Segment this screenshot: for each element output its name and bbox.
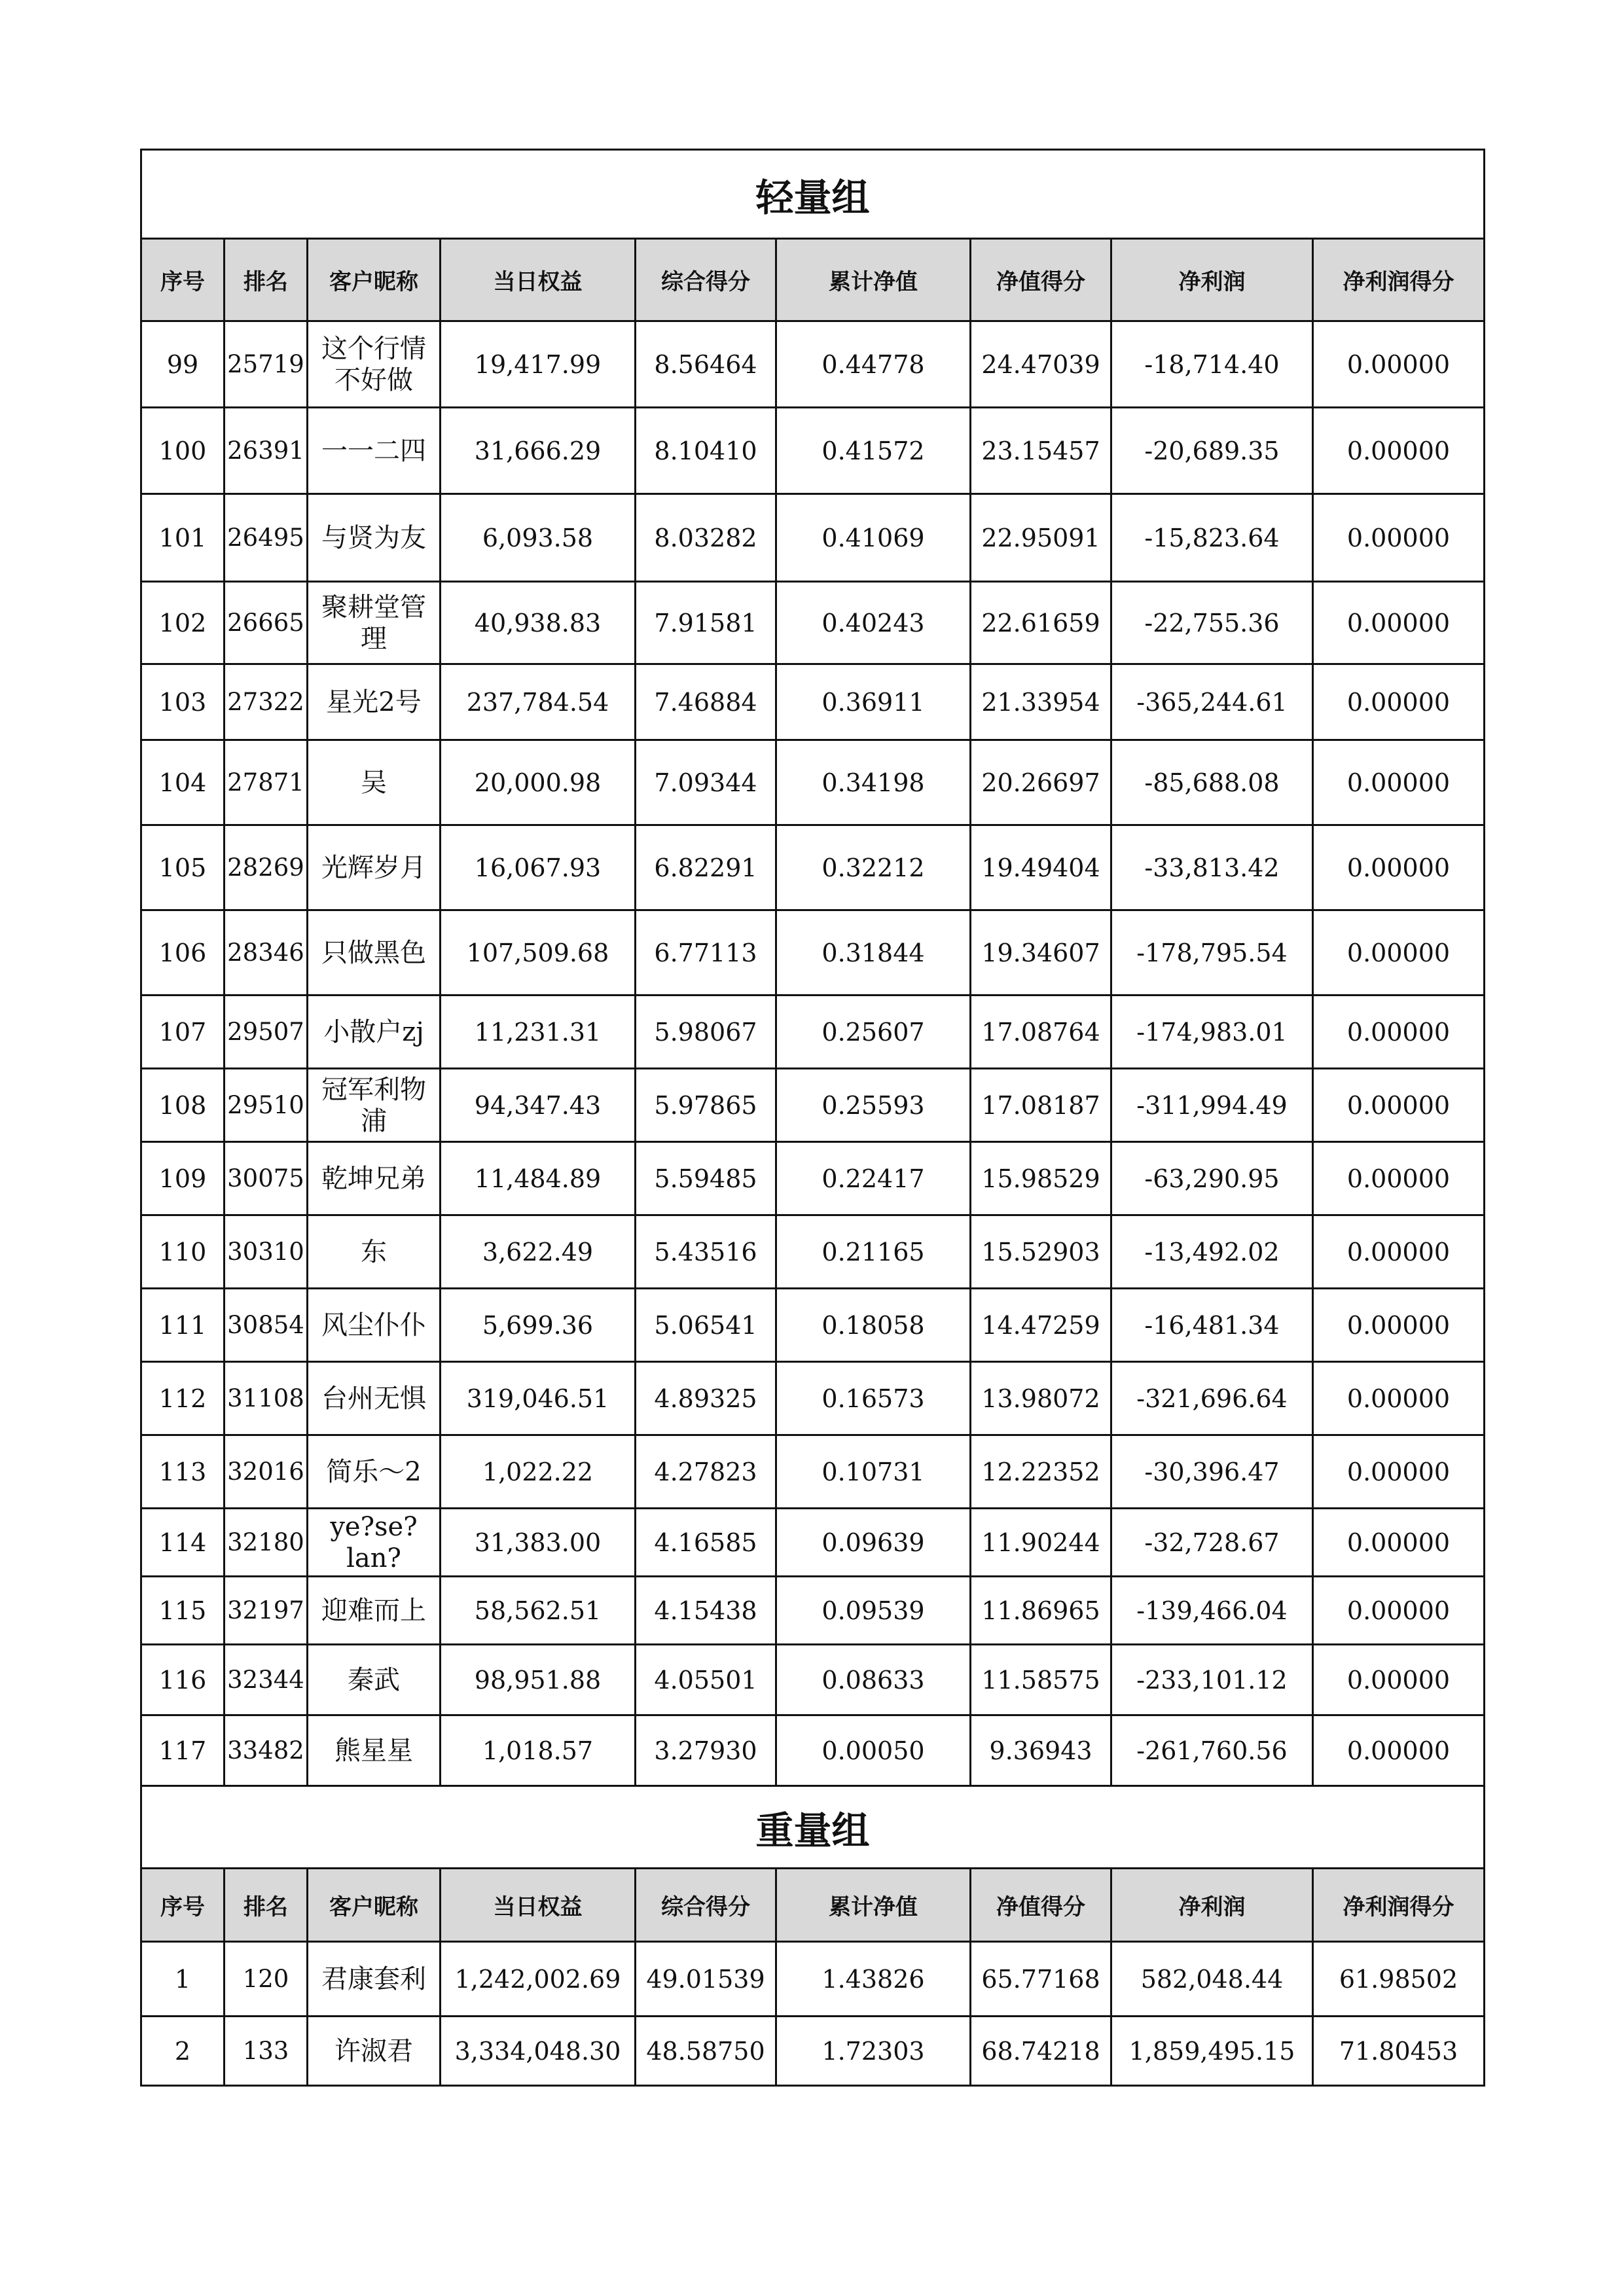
cell-net-profit-score: 0.00000 bbox=[1313, 910, 1485, 996]
cell-net-profit-score: 0.00000 bbox=[1313, 1577, 1485, 1645]
cell-nickname: 冠军利物浦 bbox=[308, 1069, 441, 1142]
cell-nickname: 迎难而上 bbox=[308, 1577, 441, 1645]
cell-equity: 1,242,002.69 bbox=[441, 1942, 636, 2017]
cell-cumulative-nav: 0.44778 bbox=[776, 321, 971, 408]
cell-index: 114 bbox=[141, 1509, 225, 1577]
cell-nav-score: 20.26697 bbox=[971, 740, 1111, 825]
cell-rank: 32197 bbox=[225, 1577, 308, 1645]
cell-index: 112 bbox=[141, 1362, 225, 1435]
cell-rank: 133 bbox=[225, 2017, 308, 2086]
cell-nav-score: 68.74218 bbox=[971, 2017, 1111, 2086]
cell-composite-score: 49.01539 bbox=[636, 1942, 776, 2017]
cell-index: 117 bbox=[141, 1715, 225, 1786]
cell-nickname: 东 bbox=[308, 1215, 441, 1289]
cell-nickname: 聚耕堂管理 bbox=[308, 582, 441, 664]
cell-composite-score: 5.06541 bbox=[636, 1289, 776, 1362]
cell-net-profit-score: 0.00000 bbox=[1313, 494, 1485, 582]
heavy-header-row bbox=[141, 1869, 1485, 1942]
cell-net-profit: 1,859,495.15 bbox=[1111, 2017, 1313, 2086]
cell-nav-score: 24.47039 bbox=[971, 321, 1111, 408]
cell-net-profit: -63,290.95 bbox=[1111, 1142, 1313, 1215]
cell-equity: 5,699.36 bbox=[441, 1289, 636, 1362]
cell-net-profit: 582,048.44 bbox=[1111, 1942, 1313, 2017]
table-row bbox=[141, 996, 1485, 1069]
cell-nickname: 星光2号 bbox=[308, 664, 441, 740]
cell-equity: 3,622.49 bbox=[441, 1215, 636, 1289]
table-row bbox=[141, 321, 1485, 408]
cell-index: 1 bbox=[141, 1942, 225, 2017]
cell-nav-score: 11.90244 bbox=[971, 1509, 1111, 1577]
cell-index: 103 bbox=[141, 664, 225, 740]
cell-equity: 319,046.51 bbox=[441, 1362, 636, 1435]
cell-net-profit: -33,813.42 bbox=[1111, 825, 1313, 910]
cell-net-profit: -20,689.35 bbox=[1111, 408, 1313, 494]
table-row bbox=[141, 1142, 1485, 1215]
table-row bbox=[141, 1362, 1485, 1435]
cell-net-profit: -13,492.02 bbox=[1111, 1215, 1313, 1289]
cell-composite-score: 8.10410 bbox=[636, 408, 776, 494]
cell-equity: 16,067.93 bbox=[441, 825, 636, 910]
cell-cumulative-nav: 1.43826 bbox=[776, 1942, 971, 2017]
cell-nickname: ye?se?lan? bbox=[308, 1509, 441, 1577]
cell-net-profit: -18,714.40 bbox=[1111, 321, 1313, 408]
table-row bbox=[141, 740, 1485, 825]
cell-nav-score: 17.08764 bbox=[971, 996, 1111, 1069]
table-row bbox=[141, 582, 1485, 664]
cell-nickname: 熊星星 bbox=[308, 1715, 441, 1786]
column-header-net-profit-score: 净利润得分 bbox=[1313, 239, 1485, 321]
cell-equity: 98,951.88 bbox=[441, 1645, 636, 1715]
cell-nickname: 与贤为友 bbox=[308, 494, 441, 582]
cell-cumulative-nav: 0.09639 bbox=[776, 1509, 971, 1577]
cell-net-profit-score: 0.00000 bbox=[1313, 582, 1485, 664]
cell-equity: 1,018.57 bbox=[441, 1715, 636, 1786]
cell-composite-score: 5.59485 bbox=[636, 1142, 776, 1215]
column-header-net-profit: 净利润 bbox=[1111, 239, 1313, 321]
cell-equity: 3,334,048.30 bbox=[441, 2017, 636, 2086]
cell-nav-score: 19.34607 bbox=[971, 910, 1111, 996]
cell-index: 113 bbox=[141, 1435, 225, 1509]
column-header-index: 序号 bbox=[141, 1869, 225, 1942]
cell-rank: 120 bbox=[225, 1942, 308, 2017]
cell-index: 107 bbox=[141, 996, 225, 1069]
cell-composite-score: 4.89325 bbox=[636, 1362, 776, 1435]
cell-cumulative-nav: 0.25593 bbox=[776, 1069, 971, 1142]
light-group-title: 轻量组 bbox=[141, 150, 1485, 239]
cell-index: 101 bbox=[141, 494, 225, 582]
cell-rank: 30075 bbox=[225, 1142, 308, 1215]
cell-index: 115 bbox=[141, 1577, 225, 1645]
cell-equity: 107,509.68 bbox=[441, 910, 636, 996]
cell-cumulative-nav: 0.25607 bbox=[776, 996, 971, 1069]
cell-cumulative-nav: 0.08633 bbox=[776, 1645, 971, 1715]
cell-rank: 30854 bbox=[225, 1289, 308, 1362]
column-header-nickname: 客户昵称 bbox=[308, 1869, 441, 1942]
cell-rank: 28346 bbox=[225, 910, 308, 996]
cell-composite-score: 4.16585 bbox=[636, 1509, 776, 1577]
table-row bbox=[141, 664, 1485, 740]
cell-net-profit-score: 0.00000 bbox=[1313, 1362, 1485, 1435]
cell-index: 104 bbox=[141, 740, 225, 825]
light-group-title-row bbox=[141, 150, 1485, 239]
heavy-group-title: 重量组 bbox=[141, 1786, 1485, 1869]
column-header-nickname: 客户昵称 bbox=[308, 239, 441, 321]
cell-composite-score: 7.91581 bbox=[636, 582, 776, 664]
cell-net-profit-score: 0.00000 bbox=[1313, 408, 1485, 494]
column-header-cumulative-nav: 累计净值 bbox=[776, 239, 971, 321]
cell-cumulative-nav: 0.41572 bbox=[776, 408, 971, 494]
cell-cumulative-nav: 0.18058 bbox=[776, 1289, 971, 1362]
cell-rank: 26665 bbox=[225, 582, 308, 664]
cell-net-profit: -85,688.08 bbox=[1111, 740, 1313, 825]
cell-nav-score: 13.98072 bbox=[971, 1362, 1111, 1435]
table-row bbox=[141, 1509, 1485, 1577]
cell-net-profit-score: 0.00000 bbox=[1313, 1069, 1485, 1142]
cell-net-profit-score: 0.00000 bbox=[1313, 740, 1485, 825]
cell-net-profit: -139,466.04 bbox=[1111, 1577, 1313, 1645]
cell-equity: 11,231.31 bbox=[441, 996, 636, 1069]
cell-net-profit: -261,760.56 bbox=[1111, 1715, 1313, 1786]
cell-equity: 237,784.54 bbox=[441, 664, 636, 740]
cell-nickname: 台州无惧 bbox=[308, 1362, 441, 1435]
cell-composite-score: 4.05501 bbox=[636, 1645, 776, 1715]
table-row bbox=[141, 2017, 1485, 2086]
cell-net-profit-score: 0.00000 bbox=[1313, 1215, 1485, 1289]
table-row bbox=[141, 825, 1485, 910]
cell-nickname: 秦武 bbox=[308, 1645, 441, 1715]
cell-nickname: 光辉岁月 bbox=[308, 825, 441, 910]
cell-composite-score: 5.43516 bbox=[636, 1215, 776, 1289]
cell-cumulative-nav: 1.72303 bbox=[776, 2017, 971, 2086]
cell-rank: 30310 bbox=[225, 1215, 308, 1289]
cell-composite-score: 5.98067 bbox=[636, 996, 776, 1069]
cell-cumulative-nav: 0.21165 bbox=[776, 1215, 971, 1289]
cell-nickname: 吴 bbox=[308, 740, 441, 825]
cell-composite-score: 4.15438 bbox=[636, 1577, 776, 1645]
cell-net-profit: -233,101.12 bbox=[1111, 1645, 1313, 1715]
cell-cumulative-nav: 0.36911 bbox=[776, 664, 971, 740]
cell-net-profit: -365,244.61 bbox=[1111, 664, 1313, 740]
cell-composite-score: 6.82291 bbox=[636, 825, 776, 910]
cell-nav-score: 15.52903 bbox=[971, 1215, 1111, 1289]
table-row bbox=[141, 910, 1485, 996]
cell-rank: 33482 bbox=[225, 1715, 308, 1786]
cell-nav-score: 22.95091 bbox=[971, 494, 1111, 582]
heavy-group-title-row bbox=[141, 1786, 1485, 1869]
cell-net-profit-score: 0.00000 bbox=[1313, 1435, 1485, 1509]
cell-index: 99 bbox=[141, 321, 225, 408]
cell-cumulative-nav: 0.40243 bbox=[776, 582, 971, 664]
cell-composite-score: 8.03282 bbox=[636, 494, 776, 582]
column-header-nav-score: 净值得分 bbox=[971, 1869, 1111, 1942]
cell-composite-score: 8.56464 bbox=[636, 321, 776, 408]
cell-composite-score: 3.27930 bbox=[636, 1715, 776, 1786]
cell-nickname: 许淑君 bbox=[308, 2017, 441, 2086]
cell-cumulative-nav: 0.41069 bbox=[776, 494, 971, 582]
cell-cumulative-nav: 0.34198 bbox=[776, 740, 971, 825]
cell-equity: 94,347.43 bbox=[441, 1069, 636, 1142]
cell-nav-score: 19.49404 bbox=[971, 825, 1111, 910]
cell-equity: 19,417.99 bbox=[441, 321, 636, 408]
cell-cumulative-nav: 0.00050 bbox=[776, 1715, 971, 1786]
cell-composite-score: 48.58750 bbox=[636, 2017, 776, 2086]
table-row bbox=[141, 408, 1485, 494]
cell-index: 111 bbox=[141, 1289, 225, 1362]
cell-net-profit: -32,728.67 bbox=[1111, 1509, 1313, 1577]
cell-net-profit-score: 0.00000 bbox=[1313, 1289, 1485, 1362]
cell-index: 109 bbox=[141, 1142, 225, 1215]
cell-rank: 31108 bbox=[225, 1362, 308, 1435]
cell-net-profit: -15,823.64 bbox=[1111, 494, 1313, 582]
cell-rank: 29507 bbox=[225, 996, 308, 1069]
column-header-equity: 当日权益 bbox=[441, 1869, 636, 1942]
cell-index: 2 bbox=[141, 2017, 225, 2086]
cell-nickname: 小散户zj bbox=[308, 996, 441, 1069]
cell-net-profit: -30,396.47 bbox=[1111, 1435, 1313, 1509]
cell-nickname: 一一二四 bbox=[308, 408, 441, 494]
cell-equity: 40,938.83 bbox=[441, 582, 636, 664]
cell-net-profit: -22,755.36 bbox=[1111, 582, 1313, 664]
cell-net-profit-score: 71.80453 bbox=[1313, 2017, 1485, 2086]
cell-nickname: 简乐～2 bbox=[308, 1435, 441, 1509]
cell-nickname: 风尘仆仆 bbox=[308, 1289, 441, 1362]
cell-equity: 31,666.29 bbox=[441, 408, 636, 494]
cell-net-profit-score: 0.00000 bbox=[1313, 321, 1485, 408]
cell-net-profit-score: 0.00000 bbox=[1313, 664, 1485, 740]
table-row bbox=[141, 1069, 1485, 1142]
cell-net-profit-score: 0.00000 bbox=[1313, 1715, 1485, 1786]
cell-rank: 28269 bbox=[225, 825, 308, 910]
column-header-cumulative-nav: 累计净值 bbox=[776, 1869, 971, 1942]
cell-equity: 6,093.58 bbox=[441, 494, 636, 582]
cell-composite-score: 7.46884 bbox=[636, 664, 776, 740]
cell-nav-score: 21.33954 bbox=[971, 664, 1111, 740]
column-header-net-profit: 净利润 bbox=[1111, 1869, 1313, 1942]
cell-nav-score: 12.22352 bbox=[971, 1435, 1111, 1509]
cell-nav-score: 14.47259 bbox=[971, 1289, 1111, 1362]
cell-nav-score: 23.15457 bbox=[971, 408, 1111, 494]
light-header-row bbox=[141, 239, 1485, 321]
table-row bbox=[141, 1715, 1485, 1786]
column-header-rank: 排名 bbox=[225, 1869, 308, 1942]
cell-nickname: 君康套利 bbox=[308, 1942, 441, 2017]
cell-nav-score: 15.98529 bbox=[971, 1142, 1111, 1215]
cell-rank: 27322 bbox=[225, 664, 308, 740]
cell-composite-score: 7.09344 bbox=[636, 740, 776, 825]
cell-rank: 26391 bbox=[225, 408, 308, 494]
column-header-composite-score: 综合得分 bbox=[636, 239, 776, 321]
cell-composite-score: 5.97865 bbox=[636, 1069, 776, 1142]
cell-index: 100 bbox=[141, 408, 225, 494]
cell-rank: 29510 bbox=[225, 1069, 308, 1142]
cell-rank: 27871 bbox=[225, 740, 308, 825]
cell-cumulative-nav: 0.31844 bbox=[776, 910, 971, 996]
cell-cumulative-nav: 0.22417 bbox=[776, 1142, 971, 1215]
column-header-equity: 当日权益 bbox=[441, 239, 636, 321]
column-header-rank: 排名 bbox=[225, 239, 308, 321]
cell-equity: 20,000.98 bbox=[441, 740, 636, 825]
cell-cumulative-nav: 0.10731 bbox=[776, 1435, 971, 1509]
cell-net-profit: -321,696.64 bbox=[1111, 1362, 1313, 1435]
cell-net-profit: -16,481.34 bbox=[1111, 1289, 1313, 1362]
cell-net-profit-score: 61.98502 bbox=[1313, 1942, 1485, 2017]
column-header-net-profit-score: 净利润得分 bbox=[1313, 1869, 1485, 1942]
table-row bbox=[141, 1289, 1485, 1362]
table-row bbox=[141, 1577, 1485, 1645]
cell-index: 105 bbox=[141, 825, 225, 910]
cell-nickname: 这个行情不好做 bbox=[308, 321, 441, 408]
cell-net-profit: -178,795.54 bbox=[1111, 910, 1313, 996]
cell-nickname: 乾坤兄弟 bbox=[308, 1142, 441, 1215]
table-row bbox=[141, 1435, 1485, 1509]
cell-nav-score: 22.61659 bbox=[971, 582, 1111, 664]
cell-net-profit: -174,983.01 bbox=[1111, 996, 1313, 1069]
cell-index: 106 bbox=[141, 910, 225, 996]
cell-index: 116 bbox=[141, 1645, 225, 1715]
cell-cumulative-nav: 0.32212 bbox=[776, 825, 971, 910]
ranking-table bbox=[140, 149, 1485, 2087]
cell-net-profit-score: 0.00000 bbox=[1313, 825, 1485, 910]
cell-nav-score: 17.08187 bbox=[971, 1069, 1111, 1142]
cell-rank: 32180 bbox=[225, 1509, 308, 1577]
cell-nav-score: 11.58575 bbox=[971, 1645, 1111, 1715]
cell-equity: 11,484.89 bbox=[441, 1142, 636, 1215]
table-row bbox=[141, 1645, 1485, 1715]
column-header-composite-score: 综合得分 bbox=[636, 1869, 776, 1942]
cell-index: 102 bbox=[141, 582, 225, 664]
cell-nickname: 只做黑色 bbox=[308, 910, 441, 996]
cell-net-profit: -311,994.49 bbox=[1111, 1069, 1313, 1142]
cell-nav-score: 65.77168 bbox=[971, 1942, 1111, 2017]
cell-net-profit-score: 0.00000 bbox=[1313, 1142, 1485, 1215]
cell-composite-score: 6.77113 bbox=[636, 910, 776, 996]
cell-nav-score: 11.86965 bbox=[971, 1577, 1111, 1645]
cell-cumulative-nav: 0.16573 bbox=[776, 1362, 971, 1435]
cell-net-profit-score: 0.00000 bbox=[1313, 1509, 1485, 1577]
cell-rank: 32016 bbox=[225, 1435, 308, 1509]
table-row bbox=[141, 1942, 1485, 2017]
column-header-nav-score: 净值得分 bbox=[971, 239, 1111, 321]
cell-rank: 25719 bbox=[225, 321, 308, 408]
cell-rank: 32344 bbox=[225, 1645, 308, 1715]
table-row bbox=[141, 494, 1485, 582]
cell-index: 110 bbox=[141, 1215, 225, 1289]
cell-composite-score: 4.27823 bbox=[636, 1435, 776, 1509]
cell-net-profit-score: 0.00000 bbox=[1313, 996, 1485, 1069]
column-header-index: 序号 bbox=[141, 239, 225, 321]
cell-net-profit-score: 0.00000 bbox=[1313, 1645, 1485, 1715]
cell-equity: 1,022.22 bbox=[441, 1435, 636, 1509]
cell-equity: 58,562.51 bbox=[441, 1577, 636, 1645]
cell-rank: 26495 bbox=[225, 494, 308, 582]
cell-nav-score: 9.36943 bbox=[971, 1715, 1111, 1786]
cell-cumulative-nav: 0.09539 bbox=[776, 1577, 971, 1645]
table-row bbox=[141, 1215, 1485, 1289]
cell-index: 108 bbox=[141, 1069, 225, 1142]
cell-equity: 31,383.00 bbox=[441, 1509, 636, 1577]
